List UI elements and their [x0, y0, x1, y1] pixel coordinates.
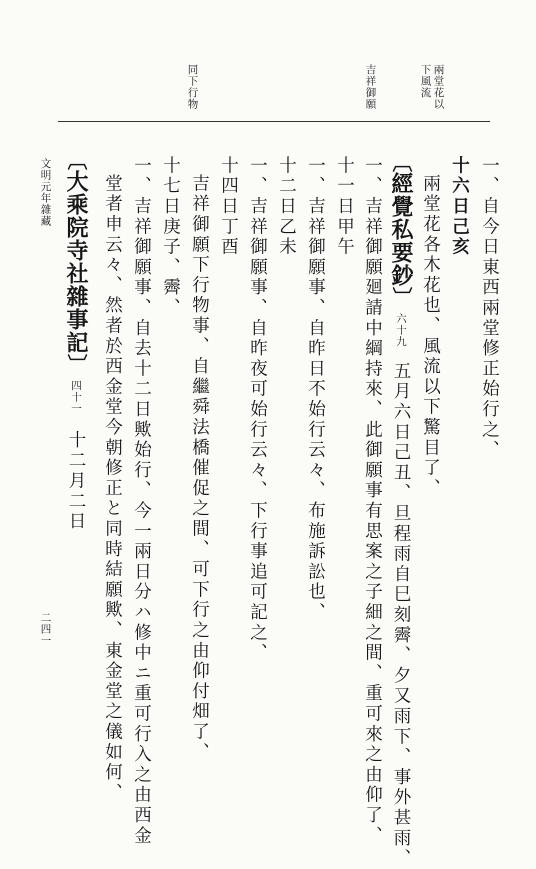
top-note-1a: 兩堂花以: [433, 64, 444, 110]
book-title-daijoin: 大乘院寺社雜事記: [63, 170, 89, 354]
bracket-open: 〔: [391, 152, 411, 172]
text-column-7: 一、吉祥御願事、自昨日不始行云々、布施訴訟也、: [306, 156, 324, 623]
date-heading-17: 十七日庚子、霽、: [161, 156, 179, 318]
bracket-close: 〕: [391, 287, 411, 307]
date-heading-11: 十一日甲午: [335, 156, 353, 258]
text-column-4: 五月六日己丑、旦程雨自巳刻霽、夕又雨下、事外甚雨、: [391, 362, 411, 869]
text-column-3: 兩堂花各木花也、風流以下驚目了、: [421, 174, 439, 499]
text-column-1: 一、自今日東西兩堂修正始行之、: [480, 156, 498, 461]
book-title-keikaku: 經覺私要鈔: [388, 172, 414, 287]
top-note-1b: 下風流: [420, 64, 431, 99]
source-column-daijoin: [65, 150, 87, 532]
volume-note-keikaku: 六十九: [395, 307, 407, 362]
date-heading-16: 十六日己亥: [450, 156, 468, 258]
running-title: 文明元年雜藏: [40, 158, 51, 227]
top-note-2: 吉祥御願: [365, 64, 376, 110]
date-heading-dec2: 十二月二日: [66, 431, 86, 533]
text-column-13: 一、吉祥御願事、自去十二日歟始行、今一兩日分ハ修中ニ重可行入之由西金: [132, 156, 150, 846]
bracket-close-2: 〕: [66, 354, 86, 374]
volume-note-daijoin: 四十一: [70, 374, 82, 431]
date-heading-14: 十四日丁酉: [219, 156, 237, 258]
text-column-5: 一、吉祥御願廻請中綱持來、此御願事有思案之子細之間、重可來之由仰了、: [363, 156, 381, 846]
text-column-9: 一、吉祥御願事、自昨夜可始行云々、下行事追可記之、: [248, 156, 266, 664]
source-column-keikaku: [390, 152, 412, 869]
page-number: 二四一: [40, 612, 51, 647]
top-note-3: 同下行物: [187, 64, 198, 110]
text-column-14: 堂者申云々、然者於西金堂今朝修正と同時結願歟、東金堂之儀如何、: [103, 174, 121, 803]
header-rule: [58, 121, 490, 122]
bracket-open-2: 〔: [66, 150, 86, 170]
date-heading-12: 十二日乙未: [277, 156, 295, 258]
text-column-11: 吉祥御願下行物事、自繼舜法橋催促之間、可下行之由仰付畑了、: [190, 174, 208, 763]
